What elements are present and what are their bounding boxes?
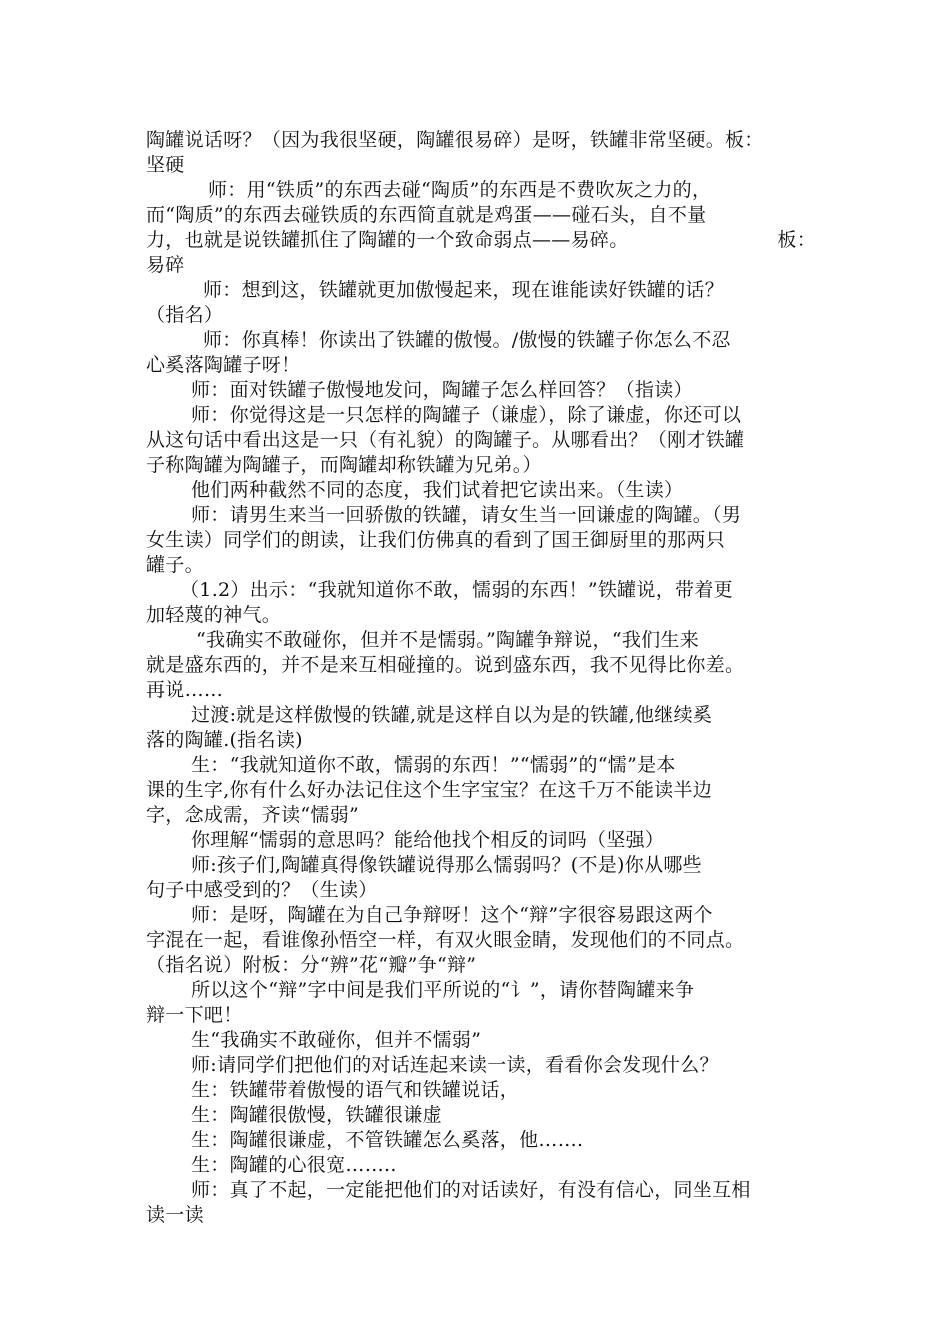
text-line-content: 师:孩子们,陶罐真得像铁罐说得那么懦弱吗？(不是)你从哪些	[191, 854, 702, 876]
text-line-content: （指名说）附板：分“辨”花“瓣”争“辩”	[146, 954, 477, 976]
text-line	[146, 503, 816, 528]
text-line	[146, 278, 816, 303]
text-line-content: 师：想到这，铁罐就更加傲慢起来，现在谁能读好铁罐的话？	[203, 279, 725, 301]
text-line-content: 师：你真棒！你读出了铁罐的傲慢。/傲慢的铁罐子你怎么不忍	[203, 329, 731, 351]
text-line	[146, 303, 816, 328]
text-line-content: 落的陶罐.(指名读)	[146, 729, 303, 751]
text-line-content: 师：是呀，陶罐在为自己争辩呀！这个“辩”字很容易跟这两个	[191, 904, 713, 926]
text-line-content: 你理解“懦弱的意思吗？能给他找个相反的词吗（坚强）	[191, 829, 665, 851]
text-line-content: 所以这个“辩”字中间是我们平所说的“讠”，请你替陶罐来争	[191, 979, 695, 1001]
text-line	[146, 228, 816, 253]
text-line-content: 字混在一起，看谁像孙悟空一样，有双火眼金睛，发现他们的不同点。	[146, 929, 745, 951]
text-line-content: 句子中感受到的？（生读）	[146, 879, 378, 901]
text-line	[146, 728, 816, 753]
text-line	[146, 528, 816, 553]
text-line-content: 生：陶罐很傲慢，铁罐很谦虚	[191, 1104, 442, 1126]
text-line-content: 罐子。	[146, 554, 204, 576]
text-line-content: 易碎	[146, 254, 185, 276]
text-line-content: 从这句话中看出这是一只（有礼貌）的陶罐子。从哪看出？（刚才铁罐	[146, 429, 745, 451]
text-line-content: 陶罐说话呀？（因为我很坚硬，陶罐很易碎）是呀，铁罐非常坚硬。板：	[146, 129, 764, 151]
text-line	[146, 1153, 816, 1178]
document-body	[146, 128, 816, 1228]
text-line-content: 再说……	[146, 679, 224, 701]
text-line-content: 师：用“铁质”的东西去碰“陶质”的东西是不费吹灰之力的，	[208, 179, 712, 201]
text-line	[146, 878, 816, 903]
text-line	[146, 1003, 816, 1028]
text-line	[146, 953, 816, 978]
text-line	[146, 453, 816, 478]
text-line	[146, 478, 816, 503]
text-line-content: 坚硬	[146, 154, 185, 176]
text-line	[146, 928, 816, 953]
text-line	[146, 778, 816, 803]
text-line	[146, 253, 816, 278]
text-line	[146, 903, 816, 928]
text-line	[146, 553, 816, 578]
text-line-content: 师：真了不起，一定能把他们的对话读好，有没有信心，同坐互相	[191, 1179, 751, 1201]
text-line	[146, 1103, 816, 1128]
text-line-content: 心奚落陶罐子呀！	[146, 354, 301, 376]
text-line-content: 字，念成需，齐读“懦弱”	[146, 804, 360, 826]
text-line	[146, 378, 816, 403]
text-line-content: 师：你觉得这是一只怎样的陶罐子（谦虚），除了谦虚，你还可以	[191, 404, 742, 426]
text-line-content: 而“陶质”的东西去碰铁质的东西简直就是鸡蛋——碰石头，自不量	[146, 204, 707, 226]
text-line-content: 就是盛东西的，并不是来互相碰撞的。说到盛东西，我不见得比你差。	[146, 654, 745, 676]
text-line	[146, 1128, 816, 1153]
text-line-content: 师：面对铁罐子傲慢地发问，陶罐子怎么样回答？（指读）	[191, 379, 693, 401]
text-line-content: （指名）	[146, 304, 224, 326]
text-line-content: 读一读	[146, 1204, 204, 1226]
text-line	[146, 628, 816, 653]
text-line-content: 力，也就是说铁罐抓住了陶罐的一个致命弱点——易碎。	[146, 229, 629, 251]
text-line	[146, 978, 816, 1003]
text-line-content: 生：“我就知道你不敢，懦弱的东西！”“懦弱”的“懦”是本	[191, 754, 676, 776]
text-line	[146, 428, 816, 453]
text-line	[146, 203, 816, 228]
text-line-content: 他们两种截然不同的态度，我们试着把它读出来。（生读）	[191, 479, 684, 501]
text-line-content: 生：陶罐的心很宽……..	[191, 1154, 397, 1176]
text-line	[146, 653, 816, 678]
text-line	[146, 128, 816, 153]
text-line-content: 辩一下吧！	[146, 1004, 243, 1026]
text-line	[146, 328, 816, 353]
text-line-content: 加轻蔑的神气。	[146, 604, 282, 626]
text-line-content: 生“我确实不敢碰你，但并不懦弱”	[191, 1029, 482, 1051]
text-line	[146, 1028, 816, 1053]
text-line-content: 生：陶罐很谦虚，不管铁罐怎么奚落，他…….	[191, 1129, 584, 1151]
text-line-content: “我确实不敢碰你，但并不是懦弱。”陶罐争辩说，“我们生来	[196, 629, 700, 651]
text-line	[146, 703, 816, 728]
text-line	[146, 353, 816, 378]
text-line	[146, 828, 816, 853]
text-line-content: 师:请同学们把他们的对话连起来读一读，看看你会发现什么？	[191, 1054, 719, 1076]
text-line-content: 师：请男生来当一回骄傲的铁罐，请女生当一回谦虚的陶罐。（男	[191, 504, 742, 526]
text-line-content: 课的生字,你有什么好办法记住这个生字宝宝？在这千万不能读半边	[146, 779, 713, 801]
text-line	[146, 853, 816, 878]
text-line	[146, 1203, 816, 1228]
text-line	[146, 1078, 816, 1103]
text-line	[146, 178, 816, 203]
text-line	[146, 803, 816, 828]
text-line	[146, 1053, 816, 1078]
text-line	[146, 753, 816, 778]
text-line	[146, 603, 816, 628]
text-line-right-label: 板：	[777, 229, 816, 251]
text-line	[146, 153, 816, 178]
text-line-content: （1.2）出示：“我就知道你不敢，懦弱的东西！”铁罐说，带着更	[180, 579, 733, 601]
text-line-content: 过渡:就是这样傲慢的铁罐,就是这样自以为是的铁罐,他继续奚	[191, 704, 713, 726]
text-line	[146, 678, 816, 703]
text-line	[146, 578, 816, 603]
text-line-content: 子称陶罐为陶罐子，而陶罐却称铁罐为兄弟。）	[146, 454, 542, 476]
text-line	[146, 403, 816, 428]
text-line-content: 生：铁罐带着傲慢的语气和铁罐说话，	[191, 1079, 520, 1101]
text-line-content: 女生读）同学们的朗读，让我们仿佛真的看到了国王御厨里的那两只	[146, 529, 726, 551]
text-line	[146, 1178, 816, 1203]
